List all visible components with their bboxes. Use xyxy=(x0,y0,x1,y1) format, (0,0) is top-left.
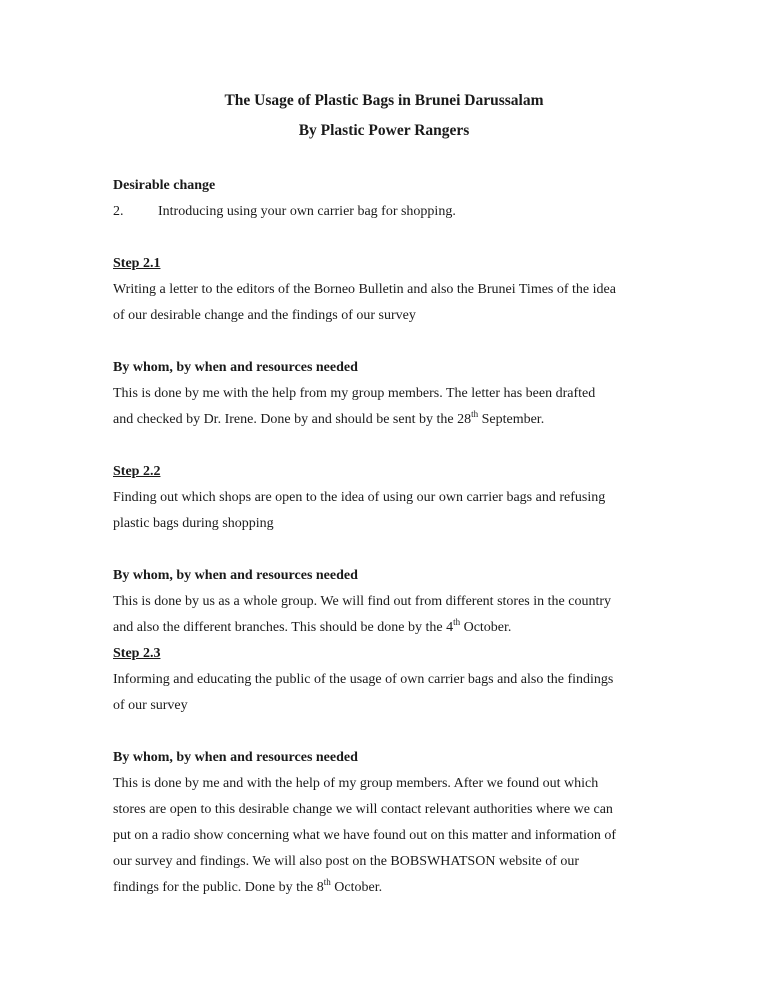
step-2-2-resources-line: This is done by us as a whole group. We will find out from different stores in the country xyxy=(113,594,611,609)
step-2-2-description-line: plastic bags during shopping xyxy=(113,516,274,531)
step-2-3-heading: Step 2.3 xyxy=(113,646,161,661)
step-2-3-resources-heading: By whom, by when and resources needed xyxy=(113,750,358,765)
step-2-1-description-line: of our desirable change and the findings of our survey xyxy=(113,308,416,323)
text-segment: and also the different branches. This should be done by the 4 xyxy=(113,620,454,635)
step-2-3-resources-line: stores are open to this desirable change we will contact relevant authorities where we can xyxy=(113,802,613,817)
step-2-3-resources-line: put on a radio show concerning what we have found out on this matter and information of xyxy=(113,828,617,843)
document-byline: By Plastic Power Rangers xyxy=(298,122,470,139)
desirable-change-item xyxy=(113,203,456,221)
step-2-1-resources-line: This is done by me with the help from my group members. The letter has been drafted xyxy=(113,386,596,401)
ordinal-suffix: th xyxy=(453,617,461,627)
step-2-1-description-line: Writing a letter to the editors of the Borneo Bulletin and also the Brunei Times of the idea xyxy=(113,282,616,297)
text-segment: October. xyxy=(460,620,512,635)
document-title: The Usage of Plastic Bags in Brunei Darussalam xyxy=(224,92,544,109)
desirable-change-number: 2. xyxy=(113,204,124,219)
step-2-3-resources-line xyxy=(113,879,382,897)
step-2-1-heading: Step 2.1 xyxy=(113,256,161,271)
step-2-3-description-line: of our survey xyxy=(113,698,188,713)
text-segment: findings for the public. Done by the 8 xyxy=(113,880,324,895)
text-segment: and checked by Dr. Irene. Done by and should be sent by the 28 xyxy=(113,412,472,427)
step-2-2-resources-line xyxy=(113,619,511,637)
ordinal-suffix: th xyxy=(471,409,479,419)
step-2-2-resources-heading: By whom, by when and resources needed xyxy=(113,568,358,583)
step-2-1-resources-line xyxy=(113,411,544,429)
step-2-2-description-line: Finding out which shops are open to the idea of using our own carrier bags and refusing xyxy=(113,490,606,505)
step-2-1-resources-heading: By whom, by when and resources needed xyxy=(113,360,358,375)
text-segment: September. xyxy=(478,412,545,427)
text-segment: October. xyxy=(330,880,383,895)
desirable-change-heading: Desirable change xyxy=(113,178,216,193)
desirable-change-text: Introducing using your own carrier bag for shopping. xyxy=(158,204,456,219)
ordinal-suffix: th xyxy=(323,877,331,887)
step-2-2-heading: Step 2.2 xyxy=(113,464,161,479)
step-2-3-description-line: Informing and educating the public of the usage of own carrier bags and also the findings xyxy=(113,672,614,687)
step-2-3-resources-line: our survey and findings. We will also post on the BOBSWHATSON website of our xyxy=(113,854,580,869)
step-2-3-resources-line: This is done by me and with the help of my group members. After we found out which xyxy=(113,776,599,791)
